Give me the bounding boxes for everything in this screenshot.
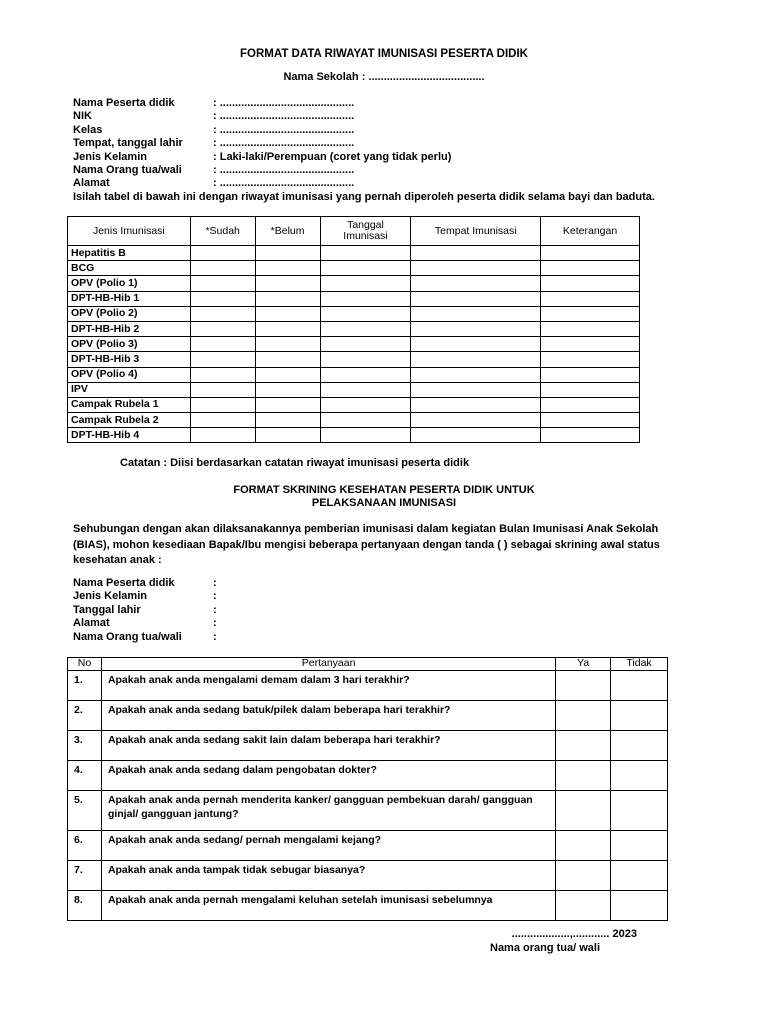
field-value: : — [213, 630, 217, 643]
answer-no-cell — [611, 731, 668, 761]
table-cell — [541, 337, 640, 352]
table-row — [68, 337, 640, 352]
question-number: 5. — [68, 791, 102, 831]
table-cell — [190, 306, 255, 321]
immunization-name: DPT-HB-Hib 2 — [68, 321, 191, 336]
question-text: Apakah anak anda mengalami demam dalam 3 hari terakhir? — [101, 671, 555, 701]
table-row — [68, 246, 640, 261]
question-text: Apakah anak anda tampak tidak sebugar biasanya? — [101, 861, 555, 891]
table-cell — [320, 382, 411, 397]
field-label: Nama Peserta didik — [73, 97, 175, 109]
field-label: Tempat, tanggal lahir — [73, 137, 183, 150]
answer-no-cell — [611, 891, 668, 921]
column-header: Tidak — [611, 658, 668, 671]
table-cell — [190, 321, 255, 336]
table-row — [68, 761, 668, 791]
answer-no-cell — [611, 761, 668, 791]
immunization-name: Hepatitis B — [68, 246, 191, 261]
field-row — [73, 617, 217, 630]
table-row — [68, 261, 640, 276]
table-cell — [411, 291, 541, 306]
field-label: Tanggal lahir — [73, 603, 141, 616]
table-row — [68, 891, 668, 921]
field-value: : ............................................ — [213, 137, 355, 150]
immunization-name: DPT-HB-Hib 1 — [68, 291, 191, 306]
table-row — [68, 367, 640, 382]
immunization-name: OPV (Polio 1) — [68, 276, 191, 291]
form1-note: Catatan : Diisi berdasarkan catatan riwayat imunisasi peserta didik — [120, 457, 470, 469]
table-cell — [411, 382, 541, 397]
table-cell — [541, 428, 640, 443]
question-number: 1. — [68, 671, 102, 701]
table-cell — [255, 261, 320, 276]
question-number: 4. — [68, 761, 102, 791]
table-cell — [190, 261, 255, 276]
table-cell — [255, 291, 320, 306]
table-cell — [320, 276, 411, 291]
table-cell — [411, 413, 541, 428]
field-label: NIK — [73, 110, 92, 123]
table-cell — [541, 382, 640, 397]
table-row — [68, 831, 668, 861]
immunization-name: IPV — [68, 382, 191, 397]
table-cell — [255, 367, 320, 382]
table-row — [68, 397, 640, 412]
table-cell — [255, 397, 320, 412]
table-cell — [190, 337, 255, 352]
table-cell — [190, 291, 255, 306]
field-row — [73, 590, 217, 603]
immunization-name: DPT-HB-Hib 4 — [68, 428, 191, 443]
question-text: Apakah anak anda sedang batuk/pilek dalam beberapa hari terakhir? — [101, 701, 555, 731]
table-cell — [411, 246, 541, 261]
field-row — [73, 177, 451, 190]
answer-yes-cell — [556, 831, 611, 861]
table-cell — [255, 413, 320, 428]
answer-yes-cell — [556, 701, 611, 731]
field-value: : ............................................ — [213, 110, 355, 123]
table-cell — [190, 352, 255, 367]
column-header: Tanggal Imunisasi — [320, 217, 411, 246]
table-cell — [190, 276, 255, 291]
column-header: *Sudah — [190, 217, 255, 246]
question-text: Apakah anak anda sedang/ pernah mengalami kejang? — [101, 831, 555, 861]
column-header: Pertanyaan — [101, 658, 555, 671]
question-number: 8. — [68, 891, 102, 921]
question-text: Apakah anak anda sedang dalam pengobatan dokter? — [101, 761, 555, 791]
answer-no-cell — [611, 791, 668, 831]
immunization-table — [67, 216, 640, 443]
table-cell — [320, 321, 411, 336]
table-cell — [255, 352, 320, 367]
field-row — [73, 97, 451, 110]
table-cell — [411, 261, 541, 276]
answer-yes-cell — [556, 891, 611, 921]
field-row — [73, 124, 451, 137]
form1-title: FORMAT DATA RIWAYAT IMUNISASI PESERTA DIDIK — [240, 48, 528, 60]
table-row — [68, 428, 640, 443]
table-cell — [320, 291, 411, 306]
field-label: Jenis Kelamin — [73, 150, 147, 163]
column-header: *Belum — [255, 217, 320, 246]
table-row — [68, 701, 668, 731]
table-cell — [541, 413, 640, 428]
table-cell — [190, 413, 255, 428]
table-row — [68, 791, 668, 831]
table-header-row — [68, 658, 668, 671]
question-number: 6. — [68, 831, 102, 861]
table-cell — [320, 367, 411, 382]
field-value: : — [213, 617, 217, 630]
signature-date: ...................,............ 2023 — [511, 928, 637, 940]
immunization-name: OPV (Polio 4) — [68, 367, 191, 382]
table-cell — [255, 306, 320, 321]
answer-no-cell — [611, 861, 668, 891]
answer-no-cell — [611, 671, 668, 701]
field-value: : ............................................ — [213, 164, 355, 177]
table-cell — [411, 276, 541, 291]
field-value: : — [213, 590, 217, 603]
table-row — [68, 413, 640, 428]
table-cell — [190, 382, 255, 397]
immunization-name: BCG — [68, 261, 191, 276]
table-cell — [320, 337, 411, 352]
field-row — [73, 577, 217, 590]
column-header: No — [68, 658, 102, 671]
table-cell — [320, 428, 411, 443]
table-cell — [190, 428, 255, 443]
answer-yes-cell — [556, 761, 611, 791]
column-header: Keterangan — [541, 217, 640, 246]
table-row — [68, 306, 640, 321]
table-header-row — [68, 217, 640, 246]
form2-title-line1: FORMAT SKRINING KESEHATAN PESERTA DIDIK UNTUK — [233, 484, 535, 496]
table-cell — [411, 428, 541, 443]
table-cell — [411, 367, 541, 382]
immunization-name: OPV (Polio 2) — [68, 306, 191, 321]
table-cell — [541, 261, 640, 276]
answer-yes-cell — [556, 671, 611, 701]
field-label: Kelas — [73, 123, 103, 136]
field-label: Alamat — [73, 617, 110, 630]
immunization-name: OPV (Polio 3) — [68, 337, 191, 352]
field-label: Nama Peserta didik — [73, 577, 175, 589]
answer-yes-cell — [556, 861, 611, 891]
field-row — [73, 631, 217, 644]
immunization-name: DPT-HB-Hib 3 — [68, 352, 191, 367]
column-header: Tempat Imunisasi — [411, 217, 541, 246]
table-cell — [541, 352, 640, 367]
form2-title — [0, 484, 768, 510]
table-cell — [411, 321, 541, 336]
student-identity-fields — [73, 97, 451, 191]
form2-title-line2: PELAKSANAAN IMUNISASI — [311, 497, 457, 509]
form1-instruction: Isilah tabel di bawah ini dengan riwayat imunisasi yang pernah diperoleh peserta didik selama bayi dan baduta. — [73, 191, 655, 203]
field-row — [73, 604, 217, 617]
question-number: 3. — [68, 731, 102, 761]
immunization-name: Campak Rubela 2 — [68, 413, 191, 428]
table-cell — [541, 306, 640, 321]
answer-no-cell — [611, 701, 668, 731]
field-row — [73, 164, 451, 177]
table-cell — [255, 382, 320, 397]
screening-identity-fields — [73, 577, 217, 644]
column-header: Jenis Imunisasi — [68, 217, 191, 246]
table-cell — [541, 367, 640, 382]
table-cell — [411, 397, 541, 412]
question-text: Apakah anak anda pernah menderita kanker/ gangguan pembekuan darah/ gangguan ginjal/ gangguan jantung? — [101, 791, 555, 831]
table-cell — [255, 321, 320, 336]
table-cell — [190, 397, 255, 412]
question-text: Apakah anak anda pernah mengalami keluhan setelah imunisasi sebelumnya — [101, 891, 555, 921]
table-cell — [320, 246, 411, 261]
table-cell — [411, 306, 541, 321]
table-cell — [320, 261, 411, 276]
school-name-field: Nama Sekolah : ...................................... — [283, 71, 485, 83]
table-cell — [190, 367, 255, 382]
field-label: Nama Orang tua/wali — [73, 630, 182, 643]
field-row — [73, 151, 451, 164]
field-value: : ............................................ — [213, 123, 355, 136]
field-value: : ............................................ — [213, 97, 355, 109]
screening-table — [67, 657, 668, 921]
field-label: Alamat — [73, 177, 110, 190]
table-cell — [320, 306, 411, 321]
table-cell — [255, 246, 320, 261]
table-cell — [255, 276, 320, 291]
table-cell — [541, 246, 640, 261]
field-value: : Laki-laki/Perempuan (coret yang tidak perlu) — [213, 150, 452, 163]
field-value: : — [213, 603, 217, 616]
table-row — [68, 352, 640, 367]
table-cell — [411, 337, 541, 352]
question-text: Apakah anak anda sedang sakit lain dalam beberapa hari terakhir? — [101, 731, 555, 761]
form2-intro-paragraph: Sehubungan dengan akan dilaksanakannya pemberian imunisasi dalam kegiatan Bulan Imunisasi Anak Sekolah (BIAS), mohon kesediaan Bapak/Ibu mengisi beberapa pertanyaan dengan tanda ( ) sebagai skrining awal status kesehatan anak : — [73, 523, 660, 566]
table-row — [68, 382, 640, 397]
table-row — [68, 291, 640, 306]
table-cell — [541, 321, 640, 336]
field-row — [73, 110, 451, 123]
column-header: Ya — [556, 658, 611, 671]
table-cell — [255, 337, 320, 352]
table-cell — [320, 352, 411, 367]
field-label: Jenis Kelamin — [73, 590, 147, 603]
table-row — [68, 671, 668, 701]
answer-yes-cell — [556, 791, 611, 831]
table-row — [68, 321, 640, 336]
table-cell — [541, 397, 640, 412]
immunization-name: Campak Rubela 1 — [68, 397, 191, 412]
answer-no-cell — [611, 831, 668, 861]
field-row — [73, 137, 451, 150]
field-label: Nama Orang tua/wali — [73, 164, 182, 177]
table-cell — [541, 291, 640, 306]
table-cell — [411, 352, 541, 367]
table-row — [68, 861, 668, 891]
table-row — [68, 731, 668, 761]
table-row — [68, 276, 640, 291]
field-value: : ............................................ — [213, 177, 355, 190]
table-cell — [320, 397, 411, 412]
question-number: 7. — [68, 861, 102, 891]
answer-yes-cell — [556, 731, 611, 761]
question-number: 2. — [68, 701, 102, 731]
table-cell — [190, 246, 255, 261]
table-cell — [320, 413, 411, 428]
table-cell — [541, 276, 640, 291]
table-cell — [255, 428, 320, 443]
field-value: : — [213, 577, 217, 589]
signature-label: Nama orang tua/ wali — [490, 942, 601, 954]
